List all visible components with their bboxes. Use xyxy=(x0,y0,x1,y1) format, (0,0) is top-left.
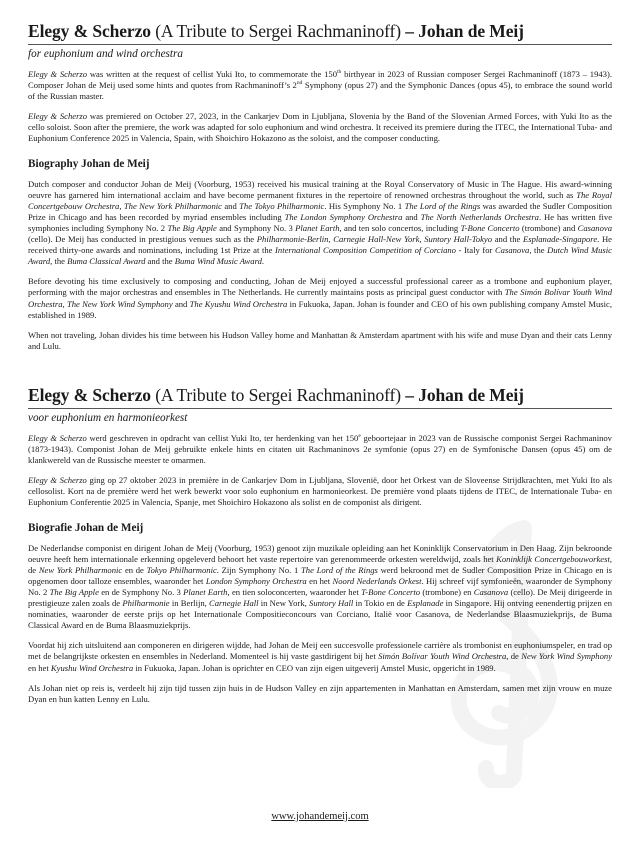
text-run: en de xyxy=(122,564,147,575)
text-run: , the xyxy=(50,256,68,267)
text-run: , and ten solo concertos, including xyxy=(339,222,461,233)
italic-title: Esplanade-Singapore xyxy=(522,234,598,245)
title-work-nl: Elegy & Scherzo xyxy=(28,385,151,405)
text-run: When not traveling, Johan divides his time between his Hudson Valley home and Manhattan & Amsterdam apartment with his wife and muse Dyan and their cats Lenny and Lulu. xyxy=(28,329,612,351)
title-tribute: (A Tribute to Sergei Rachmaninoff) xyxy=(150,21,406,41)
italic-title: Kyushu Wind Orchestra xyxy=(50,662,134,673)
ordinal-suffix: e xyxy=(358,433,361,440)
italic-title: The Kyushu Wind Orchestra xyxy=(189,298,288,309)
text-run: and the xyxy=(492,234,523,245)
career-paragraph xyxy=(28,276,612,320)
italic-title: Carnegie Hall xyxy=(209,598,259,609)
italic-title: The Big Apple xyxy=(167,222,217,233)
italic-title: The Simón Bolívar Youth Wind Orchestra, The New York Wind Symphony xyxy=(28,287,612,309)
ordinal-suffix: nd xyxy=(296,80,303,87)
italic-title: Dutch Wind Music Award xyxy=(28,245,612,267)
italic-title: The North Netherlands Orchestra xyxy=(420,211,539,222)
text-run: was awarded the Sudler Composition Prize in Chicago and has been recorded by myriad ensembles including xyxy=(28,200,612,222)
text-run: was written at the request of cellist Yuki Ito, to commemorate the 150 xyxy=(87,69,338,79)
premiere-paragraph-nl xyxy=(28,475,612,508)
italic-title: The Tokyo Philharmonic xyxy=(239,200,325,211)
text-run: in Singapore. Hij ontving eenendertig prijzen en nominaties, waaronder de eerste prijs op het Internationale Compositieconcours van Corciano, Italië voor Casanova, de Nederlandse Blaasmuziekprijs, de Buma Classical Award en de Buma Blaasmuziekprijs. xyxy=(28,598,612,631)
text-run: . Hij schreef vijf symfonieën, waaronder de Symphony No. 2 xyxy=(28,575,613,597)
text-run: , en tien soloconcerten, waaronder het xyxy=(227,586,362,597)
english-section xyxy=(28,20,612,352)
text-run: (trombone) and xyxy=(519,222,578,233)
text-run: - Italy for xyxy=(455,245,495,256)
text-run: and the xyxy=(145,256,175,267)
dutch-section xyxy=(28,384,612,714)
text-run: . Zijn Symphony No. 1 xyxy=(216,564,301,575)
biography-paragraph-nl xyxy=(28,543,612,632)
text-run: en het xyxy=(28,662,51,673)
italic-title: Elegy & Scherzo xyxy=(28,69,88,79)
website-link[interactable]: www.johandemeij.com xyxy=(271,811,369,822)
personal-paragraph-nl xyxy=(28,683,612,705)
italic-title: T-Bone Concerto xyxy=(361,586,421,597)
text-run: in Berlijn, xyxy=(169,598,210,609)
italic-title: New York Philharmonic xyxy=(38,564,123,575)
italic-title: Tokyo Philharmonic xyxy=(146,564,217,575)
italic-title: Philharmonie-Berlin, Carnegie Hall-New York, Suntory Hall-Tokyo xyxy=(256,234,493,245)
title-divider-nl xyxy=(28,408,612,409)
ordinal-suffix: th xyxy=(337,69,342,76)
text-run: . He received thirty-one awards and nominations, including 1st Prize at the xyxy=(28,234,612,256)
text-run: en de Symphony No. 3 xyxy=(98,586,184,597)
italic-title: The Lord of the Rings xyxy=(301,564,378,575)
title-tribute-nl: (A Tribute to Sergei Rachmaninoff) xyxy=(150,385,406,405)
text-run: in New York, xyxy=(258,598,310,609)
text-run: . His Symphony No. 1 xyxy=(324,200,405,211)
title-composer-nl: – Johan de Meij xyxy=(405,385,524,405)
document-page xyxy=(28,20,613,704)
italic-title: Simón Bolívar Youth Wind Orchestra xyxy=(378,651,507,662)
text-run: and xyxy=(172,298,190,309)
program-note-paragraph xyxy=(28,69,612,102)
biography-paragraph xyxy=(28,179,612,268)
text-run: . xyxy=(261,256,265,267)
text-run: Als Johan niet op reis is, verdeelt hij zijn tijd tussen zijn huis in de Hudson Valley en zijn appartementen in Manhattan en Amsterdam, samen met zijn vrouw en muze Dyan en hun katten Lenny en Lulu. xyxy=(28,682,612,704)
instrumentation-subtitle: for euphonium and wind orchestra xyxy=(28,48,183,60)
text-run: werd bekroond met de Sudler Composition Prize in Chicago en is opgenomen door talloze ensembles, waaronder het xyxy=(28,564,612,586)
title-divider xyxy=(28,44,612,45)
italic-title: The Royal Concertgebouw Orchestra, The New York Philharmonic xyxy=(28,189,612,211)
career-paragraph-nl xyxy=(28,640,612,673)
text-run: Symphony (opus 27) and the Symphonic Dances (opus 45), to embrace the sound world of the Russian master. xyxy=(28,80,612,102)
text-run: Dutch composer and conductor Johan de Meij (Voorburg, 1953) received his musical training at the Royal Conservatory of Music in The Hague. His award-winning oeuvre has garnered him international acclaim and have become permanent fixtures in the repertoire of renowned orchestras throughout the world, such as xyxy=(28,178,612,200)
italic-title: Buma Classical Award xyxy=(67,256,146,267)
italic-title: Casanova xyxy=(473,586,509,597)
italic-title: The London Symphony Orchestra xyxy=(284,211,403,222)
italic-title: Esplanade xyxy=(407,598,444,609)
italic-title: Suntory Hall xyxy=(309,598,354,609)
italic-title: Philharmonie xyxy=(122,598,170,609)
italic-title: Elegy & Scherzo xyxy=(28,111,88,122)
italic-title: Planet Earth xyxy=(183,586,228,597)
text-run: . He has written five symphonies including Symphony No. 2 xyxy=(28,211,613,233)
premiere-paragraph xyxy=(28,111,612,144)
italic-title: Casanova xyxy=(494,245,530,256)
italic-title: Noord Nederlands Orkest xyxy=(332,575,422,586)
biography-heading: Biography Johan de Meij xyxy=(28,157,150,170)
text-run: ging op 27 oktober 2023 in première in de Cankarjev Dom in Ljubljana, Slovenië, door het Orkest van de Sloveense Strijdkrachten, met Yuki Ito als cellosolist. Kort na de première werd het werk bewerkt voor solo euphonium en harmonieorkest. De première vond plaats tijdens de ITEC, de Internationale Tuba- en Euphonium Conferentie 2025 in Valencia, Spanje, met Shoichiro Hokazono als solist en de componist als dirigent. xyxy=(28,475,612,508)
italic-title: Casanova xyxy=(577,222,612,233)
page-title xyxy=(28,20,612,42)
text-run: in Tokio en de xyxy=(353,598,408,609)
text-run: Voordat hij zich uitsluitend aan componeren en dirigeren wijdde, had Johan de Meij een succesvolle professionele carrière als trombonist en euphoniumspeler, en trad op met de belangrijkste orkesten en ensembles in Nederland. Momenteel is hij vaste gastdirigent bij het xyxy=(28,640,612,662)
text-run: (trombone) en xyxy=(420,586,474,597)
text-run: in Fukuoka, Japan. Johan is oprichter en CEO van zijn eigen uitgeverij Amstel Music, opgericht in 1989. xyxy=(133,662,496,673)
text-run: birthyear in 2023 of Russian composer Sergei Rachmaninoff (1873 – 1943). Composer Johan de Meij used some hints and quotes from Rachmaninoff’s 2 xyxy=(28,69,612,91)
italic-title: The Lord of the Rings xyxy=(404,200,481,211)
italic-title: T-Bone Concerto xyxy=(460,222,520,233)
program-note-paragraph-nl xyxy=(28,433,612,466)
text-run: was premiered on October 27, 2023, in the Cankarjev Dom in Ljubljana, Slovenia by the Band of the Slovenian Armed Forces, with Yuki Ito as the cello soloist. Soon after the premiere, the work was adapted for solo euphonium and wind orchestra. It received its premiere during the ITEC, the International Tuba- and Euphonium Conference 2025 in Valencia, Spain, with Shoichiro Hokazono as the soloist, and the composer conducting. xyxy=(28,111,612,144)
text-run: geboortejaar in 2023 van de Russische componist Sergei Rachmaninov (1873-1943). Componist Johan de Meij gebruikte enkele hints en citaten uit Rachmaninovs 2e symfonie (opus 27) en de Symfonische Dansen (opus 45) om de klankwereld van de Russische meester te omarmen. xyxy=(28,433,612,466)
text-run: and xyxy=(221,200,240,211)
italic-title: Planet Earth xyxy=(295,222,340,233)
text-run: werd geschreven in opdracht van cellist Yuki Ito, ter herdenking van het 150 xyxy=(86,433,359,443)
footer xyxy=(0,811,640,822)
italic-title: New York Wind Symphony xyxy=(521,651,613,662)
italic-title: The Big Apple xyxy=(49,586,99,597)
italic-title: Elegy & Scherzo xyxy=(28,433,87,443)
text-run: , de xyxy=(28,553,612,575)
title-composer: – Johan de Meij xyxy=(405,21,524,41)
text-run: , the xyxy=(529,245,548,256)
text-run: , de xyxy=(506,651,522,662)
personal-paragraph xyxy=(28,330,612,352)
italic-title: International Composition Competition of Corciano xyxy=(275,245,456,256)
title-work: Elegy & Scherzo xyxy=(28,21,151,41)
text-run: (cello). De Meij has conducted in prestigious venues such as the xyxy=(28,234,257,245)
italic-title: London Symphony Orchestra xyxy=(205,575,307,586)
text-run: and xyxy=(402,211,421,222)
italic-title: Elegy & Scherzo xyxy=(28,475,87,486)
text-run: and Symphony No. 3 xyxy=(216,222,296,233)
text-run: De Nederlandse componist en dirigent Johan de Meij (Voorburg, 1953) genoot zijn muzikale opleiding aan het Koninklijk Conservatorium in Den Haag. Zijn bekroonde oeuvre heeft hem internationale erkenning opgeleverd behoort het vaste repertoire van gerenommeerde orkesten wereldwijd, zoals het xyxy=(28,542,612,564)
biography-heading-nl: Biografie Johan de Meij xyxy=(28,521,144,534)
text-run: Before devoting his time exclusively to composing and conducting, Johan de Meij enjoyed a successful professional career as a trombone and euphonium player, performing with the major orchestras and ensembles in The Netherlands. He currently maintains posts as principal guest conductor with xyxy=(28,276,612,298)
text-run: in Fukuoka, Japan. Johan is founder and CEO of his own publishing company Amstel Music, established in 1989. xyxy=(28,298,612,320)
page-title-nl xyxy=(28,384,612,406)
instrumentation-subtitle-nl: voor euphonium en harmonieorkest xyxy=(28,412,188,424)
italic-title: Koninklijk Concertgebouworkest xyxy=(496,553,610,564)
italic-title: Buma Wind Music Award xyxy=(174,256,262,267)
text-run: (cello). De Meij dirigeerde in prestigieuze zalen zoals de xyxy=(28,586,613,609)
text-run: en het xyxy=(306,575,333,586)
